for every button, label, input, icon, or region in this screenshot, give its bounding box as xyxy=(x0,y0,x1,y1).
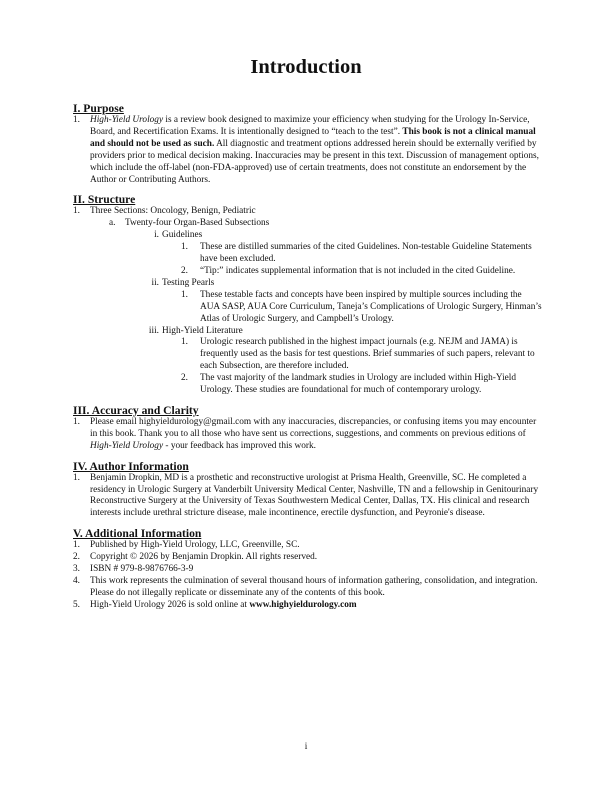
nested-item xyxy=(73,337,543,373)
nested-item xyxy=(73,373,543,397)
list-item xyxy=(73,600,543,612)
list-number: 4. xyxy=(73,576,80,586)
nested-item xyxy=(73,242,543,266)
list-number: 3. xyxy=(73,564,80,575)
nested-item xyxy=(73,290,543,326)
list-number: 1. xyxy=(181,242,188,253)
list-number: 1. xyxy=(73,206,80,217)
book-title: High-Yield Urology xyxy=(90,115,164,125)
list-text: Urologic research published in the highest impact journals (e.g. NEJM and JAMA) is frequently used as the basis for test questions. Brief summaries of such papers, relevant to each Subsection, are therefore included. xyxy=(200,337,535,372)
list-item xyxy=(73,115,543,186)
list-text: Twenty-four Organ-Based Subsections xyxy=(125,218,270,229)
list-number: 2. xyxy=(181,265,188,276)
book-title: High-Yield Urology xyxy=(90,440,164,451)
section-heading-purpose: I. Purpose xyxy=(73,102,124,115)
list-item xyxy=(73,473,543,521)
list-text: Testing Pearls xyxy=(162,277,215,288)
section-heading-structure: II. Structure xyxy=(73,193,136,207)
website-link[interactable]: www.highyieldurology.com xyxy=(249,599,357,610)
list-text: The vast majority of the landmark studies in Urology are included within High-Yield Urology. These studies are foundational for much of contemporary urology. xyxy=(200,373,517,396)
list-number: 2. xyxy=(73,552,80,563)
list-text: High-Yield Literature xyxy=(162,325,243,336)
list-item xyxy=(73,552,543,564)
page-number: i xyxy=(304,742,308,752)
list-text: This work represents the culmination of several thousand hours of information gathering, consolidation, and integration. Please do not illegally replicate or disseminate any of the contents of this book. xyxy=(90,576,538,598)
list-text: These testable facts and concepts have been inspired by multiple sources including the AUA SASP, AUA Core Curriculum, Taneja’s Complications of Urologic Surgery, Hinman’s Atlas of Urologic Surgery, and Campbell’s Urology. xyxy=(200,289,542,324)
disclaimer-bold: This book is not a clinical manual and should not be used as such. xyxy=(90,126,536,149)
roman-item-testing-pearls xyxy=(73,278,543,290)
list-text: ISBN # 979-8-9876766-3-9 xyxy=(90,564,194,575)
section-heading-accuracy: III. Accuracy and Clarity xyxy=(73,403,199,417)
list-number: 1. xyxy=(181,289,188,300)
roman-item-guidelines xyxy=(73,230,543,242)
list-text: High-Yield Urology 2026 is sold online at xyxy=(90,599,250,610)
list-item xyxy=(73,576,543,600)
list-roman: iii. xyxy=(148,325,159,336)
list-number: 1. xyxy=(181,337,188,348)
accuracy-text-a: Please email highyieldurology@gmail.com with any inaccuracies, discrepancies, or confusing items you may encounter in this book. Thank you to all those who have sent us corrections, suggestions, and comments on previous editions of xyxy=(90,416,537,439)
list-roman: ii. xyxy=(151,277,159,288)
list-text: Copyright © 2026 by Benjamin Dropkin. All rights reserved. xyxy=(90,552,318,563)
section-accuracy xyxy=(73,404,543,453)
section-purpose xyxy=(73,102,543,186)
list-text: “Tip:” indicates supplemental information that is not included in the cited Guideline. xyxy=(200,265,516,276)
purpose-text-b: All diagnostic and treatment options addressed herein should be externally verified by providers prior to medical decision making. Inaccuracies may be present in this text. Discussion of management options, which include the off-label (non-FDA-approved) use of certain treatments, does not constitute an endorsement by the Author or Contributing Authors. xyxy=(90,138,539,185)
list-number: 1. xyxy=(73,472,80,483)
accuracy-text-b: - your feedback has improved this work. xyxy=(163,440,316,451)
purpose-text-a: is a review book designed to maximize your efficiency when studying for the Urology In-Service, Board, and Recertification Exams. It is intentionally designed to “teach to the test”. xyxy=(90,115,530,137)
list-number: 5. xyxy=(73,599,80,610)
section-additional xyxy=(73,527,543,611)
section-structure xyxy=(73,193,543,397)
list-item xyxy=(73,564,543,576)
list-letter: a. xyxy=(109,218,116,229)
list-number: 1. xyxy=(73,540,80,551)
roman-item-literature xyxy=(73,326,543,338)
section-heading-additional: V. Additional Information xyxy=(73,527,202,541)
page-content xyxy=(73,102,543,612)
author-bio: Benjamin Dropkin, MD is a prosthetic and reconstructive urologist at Prisma Health, Greenville, SC. He completed a residency in Urologic Surgery at Vanderbilt University Medical Center, Nashville, TN and a fellowship in Genitourinary Reconstructive Surgery at the University of Texas Southwestern Medical Center, Dallas, TX. His clinical and research interests include urethral stricture disease, male incontinence, erectile dysfunction, and Peyronie's disease. xyxy=(90,472,539,519)
list-item xyxy=(73,417,543,453)
nested-item xyxy=(73,266,543,278)
list-item xyxy=(73,540,543,552)
section-heading-author: IV. Author Information xyxy=(73,459,189,473)
section-author xyxy=(73,460,543,521)
list-item xyxy=(73,206,543,218)
page-title: Introduction xyxy=(250,56,362,78)
list-number: 2. xyxy=(181,373,188,384)
list-text: Published by High-Yield Urology, LLC, Greenville, SC. xyxy=(90,540,300,551)
list-text: Three Sections: Oncology, Benign, Pediatric xyxy=(90,206,256,217)
list-roman: i. xyxy=(154,230,159,241)
list-number: 1. xyxy=(73,115,80,125)
sublist-item xyxy=(73,218,543,230)
list-text: These are distilled summaries of the cited Guidelines. Non-testable Guideline Statements have been excluded. xyxy=(200,242,532,265)
list-text: Guidelines xyxy=(162,230,203,241)
list-number: 1. xyxy=(73,416,80,427)
